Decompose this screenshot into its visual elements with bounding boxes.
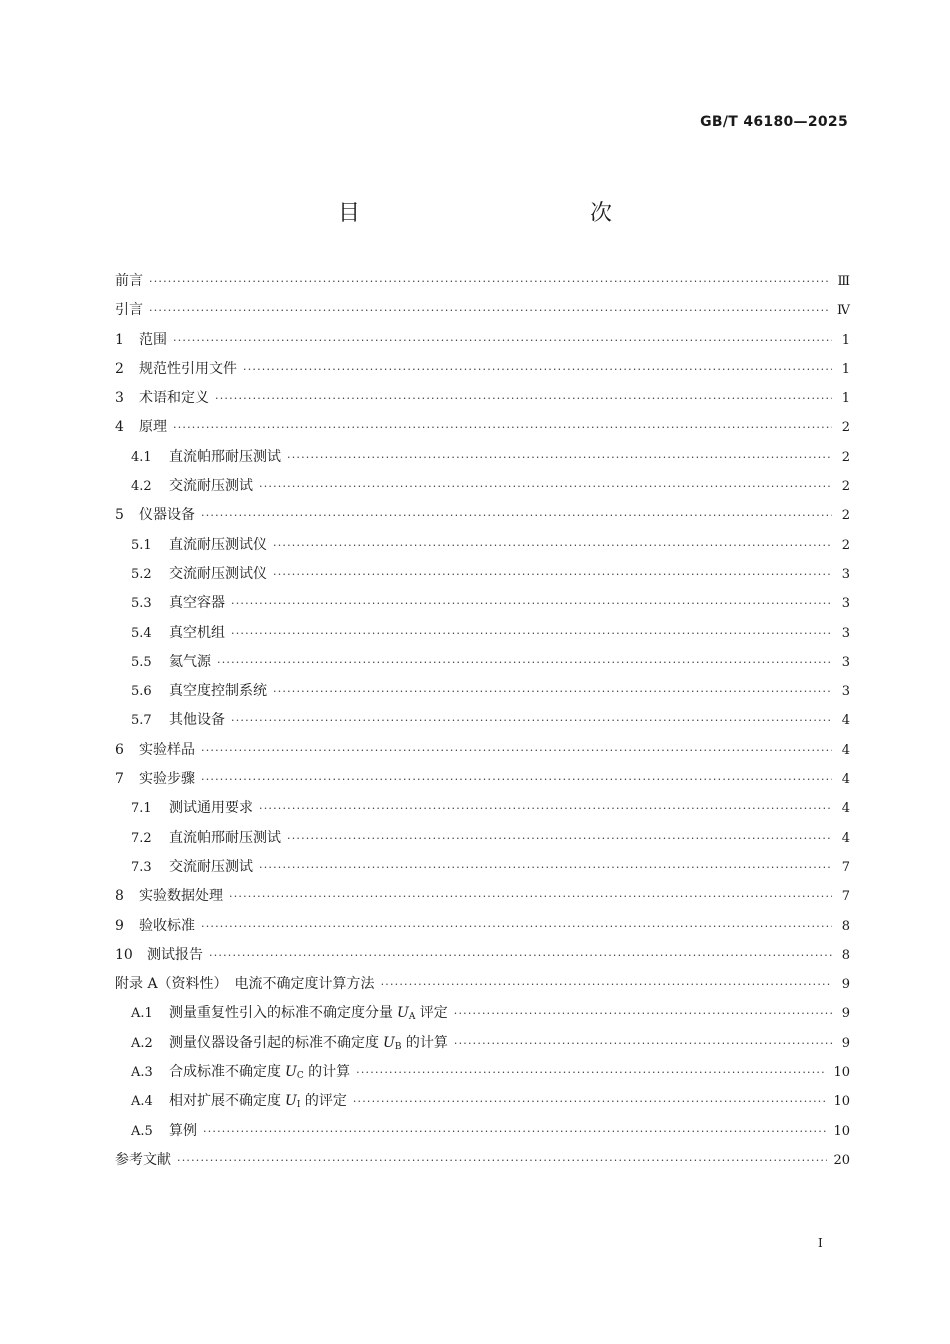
toc-entry-label xyxy=(169,1032,454,1052)
dot-leader xyxy=(201,773,832,786)
toc-entry-text: 合成标准不确定度 xyxy=(169,1064,281,1081)
dot-leader xyxy=(287,832,832,845)
toc-entry-number: 10 xyxy=(115,946,133,963)
toc-entry-number: 4 xyxy=(115,419,124,436)
toc-entry-number: 7 xyxy=(115,771,124,788)
toc-entry[interactable] xyxy=(115,944,850,973)
toc-entry-page: 9 xyxy=(841,977,850,993)
toc-entry-text: 规范性引用文件 xyxy=(139,360,237,377)
toc-entry-label xyxy=(139,387,215,407)
dot-leader xyxy=(287,451,832,464)
toc-entry-page: 3 xyxy=(841,566,850,582)
dot-leader xyxy=(217,656,832,669)
toc-entry-page: 4 xyxy=(841,772,850,788)
toc-entry[interactable] xyxy=(115,1032,850,1061)
toc-entry[interactable] xyxy=(115,651,850,680)
dot-leader xyxy=(201,509,832,522)
toc-entry[interactable] xyxy=(115,1002,850,1031)
toc-entry[interactable] xyxy=(115,768,850,797)
dot-leader xyxy=(353,1095,828,1108)
toc-entry-text: 算例 xyxy=(169,1122,197,1139)
toc-entry-label xyxy=(169,622,231,642)
toc-entry-page: 2 xyxy=(841,537,850,553)
toc-entry-number: A.3 xyxy=(131,1065,153,1081)
toc-entry-number: 5.5 xyxy=(131,654,152,670)
toc-entry-number: 7.3 xyxy=(131,859,152,875)
toc-entry-label xyxy=(115,973,381,993)
dot-leader xyxy=(273,568,832,581)
toc-entry-label xyxy=(169,446,287,466)
toc-entry-number: 5.6 xyxy=(131,684,152,700)
toc-entry-label xyxy=(169,651,217,671)
toc-entry-page: 4 xyxy=(841,713,850,729)
toc-entry[interactable] xyxy=(115,797,850,826)
dot-leader xyxy=(273,685,832,698)
dot-leader xyxy=(203,1125,827,1138)
dot-leader xyxy=(209,949,832,962)
toc-entry[interactable] xyxy=(115,973,850,1002)
toc-entry-text: 直流帕邢耐压测试 xyxy=(169,829,281,846)
toc-entry-label xyxy=(169,1090,353,1110)
toc-entry[interactable] xyxy=(115,1120,850,1149)
toc-entry-number: 7.1 xyxy=(131,801,152,817)
toc-entry-text: 仪器设备 xyxy=(139,507,195,524)
toc-entry-label xyxy=(139,739,201,759)
toc-entry-page: 4 xyxy=(841,742,850,758)
toc-entry[interactable] xyxy=(115,475,850,504)
toc-entry-text: 术语和定义 xyxy=(139,390,209,407)
toc-entry-label xyxy=(139,885,229,905)
toc-entry-page: 3 xyxy=(841,596,850,612)
toc-entry-page: 3 xyxy=(841,625,850,641)
toc-entry-page: 4 xyxy=(841,801,850,817)
toc-entry[interactable] xyxy=(115,358,850,387)
toc-entry-page: 7 xyxy=(841,859,850,875)
toc-entry[interactable] xyxy=(115,299,850,328)
dot-leader xyxy=(259,480,832,493)
math-subscript: I xyxy=(296,1100,301,1111)
dot-leader xyxy=(259,861,832,874)
toc-entry-number: A.2 xyxy=(131,1035,153,1051)
toc-entry[interactable] xyxy=(115,739,850,768)
toc-entry-page: 2 xyxy=(841,449,850,465)
toc-entry-text: 参考文献 xyxy=(115,1151,171,1168)
toc-entry-text: 原理 xyxy=(139,419,167,436)
toc-entry[interactable] xyxy=(115,446,850,475)
toc-entry-page: 9 xyxy=(841,1006,850,1022)
toc-entry-label xyxy=(115,299,149,319)
dot-leader xyxy=(259,802,832,815)
toc-entry-label xyxy=(169,592,231,612)
toc-entry-text: 交流耐压测试 xyxy=(169,478,253,495)
toc-entry[interactable] xyxy=(115,329,850,358)
toc-entry-label xyxy=(169,1120,203,1140)
toc-entry-page: 2 xyxy=(841,479,850,495)
toc-entry-text: 直流耐压测试仪 xyxy=(169,536,267,553)
toc-entry-label xyxy=(169,1061,356,1081)
dot-leader xyxy=(381,978,832,991)
page-number: I xyxy=(818,1236,823,1250)
toc-entry-label xyxy=(169,709,231,729)
toc-entry-text: 真空机组 xyxy=(169,624,225,641)
toc-entry-number: 5.1 xyxy=(131,537,152,553)
toc-entry-page: 1 xyxy=(841,332,850,348)
toc-entry-label xyxy=(169,856,259,876)
toc-entry-label xyxy=(169,534,273,554)
toc-entry-page: 7 xyxy=(841,889,850,905)
toc-entry-label xyxy=(169,680,273,700)
toc-entry-number: 3 xyxy=(115,390,124,407)
toc-entry-label xyxy=(139,416,173,436)
dot-leader xyxy=(231,627,832,640)
dot-leader xyxy=(229,890,832,903)
toc-entry-label xyxy=(139,768,201,788)
toc-entry-number: 5.7 xyxy=(131,713,152,729)
toc-entry[interactable] xyxy=(115,1090,850,1119)
dot-leader xyxy=(231,714,832,727)
toc-entry-page: 2 xyxy=(841,420,850,436)
toc-entry-label xyxy=(139,504,201,524)
toc-entry-text: 其他设备 xyxy=(169,712,225,729)
toc-entry-number: A.5 xyxy=(131,1123,153,1139)
toc-entry-text: 真空容器 xyxy=(169,595,225,612)
toc-entry-suffix: 的计算 xyxy=(303,1064,351,1081)
toc-entry-text: 测试报告 xyxy=(147,946,203,963)
toc-entry-page: Ⅳ xyxy=(837,303,850,319)
toc-entry-page: 1 xyxy=(841,391,850,407)
toc-entry-page: 1 xyxy=(841,361,850,377)
toc-entry[interactable] xyxy=(115,915,850,944)
dot-leader xyxy=(173,334,832,347)
toc-entry[interactable] xyxy=(115,592,850,621)
toc-entry-label xyxy=(169,797,259,817)
toc-entry-page: 9 xyxy=(841,1035,850,1051)
toc-entry-number: A.1 xyxy=(131,1006,153,1022)
toc-entry[interactable] xyxy=(115,534,850,563)
dot-leader xyxy=(201,744,832,757)
toc-entry-text: 实验样品 xyxy=(139,741,195,758)
toc-entry-number: 4.1 xyxy=(131,449,152,465)
toc-entry-label xyxy=(169,1002,454,1022)
toc-entry[interactable] xyxy=(115,416,850,445)
toc-entry-number: 8 xyxy=(115,888,124,905)
toc-entry-page: Ⅲ xyxy=(837,274,850,289)
dot-leader xyxy=(231,597,832,610)
dot-leader xyxy=(243,363,832,376)
toc-entry-page: 2 xyxy=(841,508,850,524)
dot-leader xyxy=(173,421,832,434)
math-variable: U xyxy=(285,1064,297,1081)
toc-entry-page: 10 xyxy=(833,1065,850,1081)
toc-entry-number: 4.2 xyxy=(131,479,152,495)
toc-entry-page: 20 xyxy=(833,1152,850,1168)
toc-entry-suffix: 评定 xyxy=(415,1005,448,1022)
toc-entry-label xyxy=(169,563,273,583)
toc-entry-text: 实验数据处理 xyxy=(139,888,223,905)
toc-entry-number: 1 xyxy=(115,331,124,348)
toc-entry[interactable] xyxy=(115,504,850,533)
toc-entry-label xyxy=(139,915,201,935)
toc-entry[interactable] xyxy=(115,1149,850,1178)
toc-entry-number: A.4 xyxy=(131,1094,153,1110)
toc-entry[interactable] xyxy=(115,563,850,592)
toc-entry-page: 8 xyxy=(841,918,850,934)
toc-entry-text: 附录 A（资料性） 电流不确定度计算方法 xyxy=(115,976,375,993)
toc-entry[interactable] xyxy=(115,709,850,738)
toc-entry-label xyxy=(169,475,259,495)
toc-entry-number: 5.3 xyxy=(131,596,152,612)
toc-entry[interactable] xyxy=(115,856,850,885)
toc-entry-page: 8 xyxy=(841,947,850,963)
standard-code: GB/T 46180—2025 xyxy=(700,114,848,130)
toc-entry-label xyxy=(169,827,287,847)
toc-entry[interactable] xyxy=(115,680,850,709)
toc-entry-page: 3 xyxy=(841,654,850,670)
dot-leader xyxy=(454,1007,832,1020)
toc-entry-label xyxy=(115,270,149,290)
toc-entry-text: 引言 xyxy=(115,302,143,319)
toc-entry-text: 测试通用要求 xyxy=(169,800,253,817)
dot-leader xyxy=(273,539,832,552)
toc-entry-number: 5.2 xyxy=(131,566,152,582)
toc-entry[interactable] xyxy=(115,1061,850,1090)
toc-entry-number: 2 xyxy=(115,360,124,377)
toc-entry-text: 相对扩展不确定度 xyxy=(169,1093,281,1110)
toc-entry-text: 范围 xyxy=(139,331,167,348)
toc-entry-suffix: 的计算 xyxy=(401,1034,448,1051)
math-subscript: B xyxy=(394,1041,402,1052)
toc-entry-text: 测量重复性引入的标准不确定度分量 xyxy=(169,1005,393,1022)
toc-entry-label xyxy=(147,944,209,964)
toc-entry-page: 3 xyxy=(841,684,850,700)
toc-entry[interactable] xyxy=(115,622,850,651)
toc-entry-text: 交流耐压测试 xyxy=(169,858,253,875)
toc-entry-number: 6 xyxy=(115,741,124,758)
toc-entry-page: 4 xyxy=(841,830,850,846)
toc-entry-text: 验收标准 xyxy=(139,917,195,934)
toc-entry[interactable] xyxy=(115,270,850,299)
dot-leader xyxy=(201,920,832,933)
math-subscript: A xyxy=(408,1012,416,1023)
toc-entry-number: 5 xyxy=(115,507,124,524)
toc-entry-label xyxy=(139,329,173,349)
toc-entry-text: 测量仪器设备引起的标准不确定度 xyxy=(169,1034,379,1051)
dot-leader xyxy=(149,275,831,288)
dot-leader xyxy=(177,1154,827,1167)
toc-entry-text: 氦气源 xyxy=(169,653,211,670)
toc-title: 目 次 xyxy=(337,201,674,226)
toc-entry-text: 前言 xyxy=(115,273,143,289)
toc-entry-text: 实验步骤 xyxy=(139,771,195,788)
toc-entry-label xyxy=(115,1149,177,1169)
math-variable: U xyxy=(397,1005,409,1022)
toc-entry-number: 7.2 xyxy=(131,830,152,846)
dot-leader xyxy=(356,1066,827,1079)
table-of-contents xyxy=(115,270,850,1178)
toc-entry-number: 5.4 xyxy=(131,625,152,641)
math-subscript: C xyxy=(296,1071,304,1082)
toc-entry-page: 10 xyxy=(833,1094,850,1110)
toc-entry-suffix: 的评定 xyxy=(300,1093,347,1110)
toc-entry-text: 交流耐压测试仪 xyxy=(169,565,267,582)
toc-entry[interactable] xyxy=(115,827,850,856)
toc-entry[interactable] xyxy=(115,885,850,914)
dot-leader xyxy=(215,392,832,405)
math-variable: U xyxy=(383,1034,395,1051)
toc-entry-label xyxy=(139,358,243,378)
toc-entry-number: 9 xyxy=(115,917,124,934)
dot-leader xyxy=(149,304,831,317)
toc-entry-text: 直流帕邢耐压测试 xyxy=(169,448,281,465)
toc-entry-page: 10 xyxy=(833,1123,850,1139)
toc-entry[interactable] xyxy=(115,387,850,416)
dot-leader xyxy=(454,1037,832,1050)
toc-entry-text: 真空度控制系统 xyxy=(169,683,267,700)
math-variable: U xyxy=(285,1093,297,1110)
